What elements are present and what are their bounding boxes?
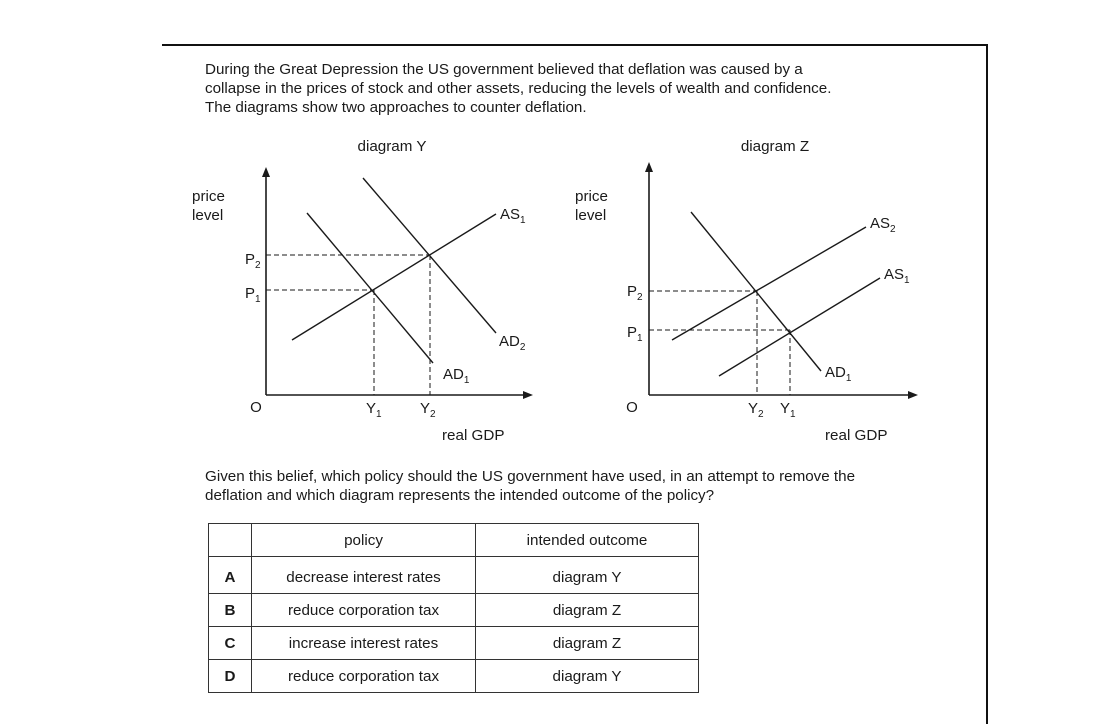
option-letter: A (209, 557, 252, 594)
option-letter: D (209, 660, 252, 693)
diagram-y-xaxis-label: real GDP (442, 427, 505, 444)
intro-line: The diagrams show two approaches to counter deflation. (205, 99, 587, 116)
header-policy: policy (252, 524, 476, 557)
table-row-option-d (209, 660, 699, 693)
intro-line: collapse in the prices of stock and other assets, reducing the levels of wealth and confidence. (205, 80, 832, 97)
diagram-z-curve-label-as1: $AS_1$ (884, 266, 910, 286)
diagram-y-curve-label-ad2: $AD_2$ (499, 333, 526, 353)
diagram-z-yaxis-label: level (575, 207, 607, 224)
diagram-z-curve-label-ad1: $AD_1$ (825, 364, 852, 384)
diagram-z-gdp-label: $Y_2$ (748, 400, 764, 420)
option-letter: B (209, 594, 252, 627)
question-line: deflation and which diagram represents the intended outcome of the policy? (205, 487, 715, 504)
option-policy: increase interest rates (252, 627, 476, 660)
diagram-z (575, 138, 913, 444)
question-line: Given this belief, which policy should the US government have used, in an attempt to remove the (205, 468, 856, 485)
diagram-z-price-label: $P_2$ (627, 283, 643, 303)
diagram-y-title: diagram Y (357, 138, 427, 155)
diagram-y-as1-curve (292, 214, 496, 340)
diagram-y-yaxis-label: price (192, 188, 225, 205)
diagram-y-yaxis-label: level (192, 207, 224, 224)
option-outcome: diagram Y (476, 557, 699, 594)
diagram-z-curve-label-as2: $AS_2$ (870, 215, 896, 235)
diagram-z-gdp-label: $Y_1$ (780, 400, 796, 420)
option-outcome: diagram Z (476, 627, 699, 660)
diagram-y-gdp-label: $Y_1$ (366, 400, 382, 420)
intro-line: During the Great Depression the US government believed that deflation was caused by a (205, 61, 803, 78)
diagram-z-xaxis-label: real GDP (825, 427, 888, 444)
diagram-z-as1-curve (719, 278, 880, 376)
diagram-z-title: diagram Z (740, 138, 810, 155)
diagram-y-curve-label-as1: $AS_1$ (500, 206, 526, 226)
table-row-option-c (209, 627, 699, 660)
diagram-z-as2-curve (672, 227, 866, 340)
header-intended-outcome: intended outcome (476, 524, 699, 557)
question-text (205, 467, 936, 505)
diagram-y-price-label: $P_2$ (245, 251, 261, 271)
option-policy: reduce corporation tax (252, 594, 476, 627)
diagram-y (192, 138, 528, 444)
diagram-y-curve-label-ad1: $AD_1$ (443, 366, 470, 386)
table-row-option-b (209, 594, 699, 627)
table-header-row (209, 524, 699, 557)
diagram-y-gdp-label: $Y_2$ (420, 400, 436, 420)
diagram-y-origin: O (250, 399, 262, 416)
table-row-option-a (209, 557, 699, 594)
option-policy: decrease interest rates (252, 557, 476, 594)
diagram-y-price-label: $P_1$ (245, 285, 261, 305)
option-policy: reduce corporation tax (252, 660, 476, 693)
answer-options-table (208, 523, 699, 693)
option-outcome: diagram Z (476, 594, 699, 627)
option-letter: C (209, 627, 252, 660)
diagram-z-price-label: $P_1$ (627, 324, 643, 344)
diagram-y-ad1-curve (307, 213, 433, 363)
option-outcome: diagram Y (476, 660, 699, 693)
diagram-z-origin: O (626, 399, 638, 416)
diagram-y-guides (266, 255, 430, 395)
diagram-z-yaxis-label: price (575, 188, 608, 205)
header-letter-cell (209, 524, 252, 557)
